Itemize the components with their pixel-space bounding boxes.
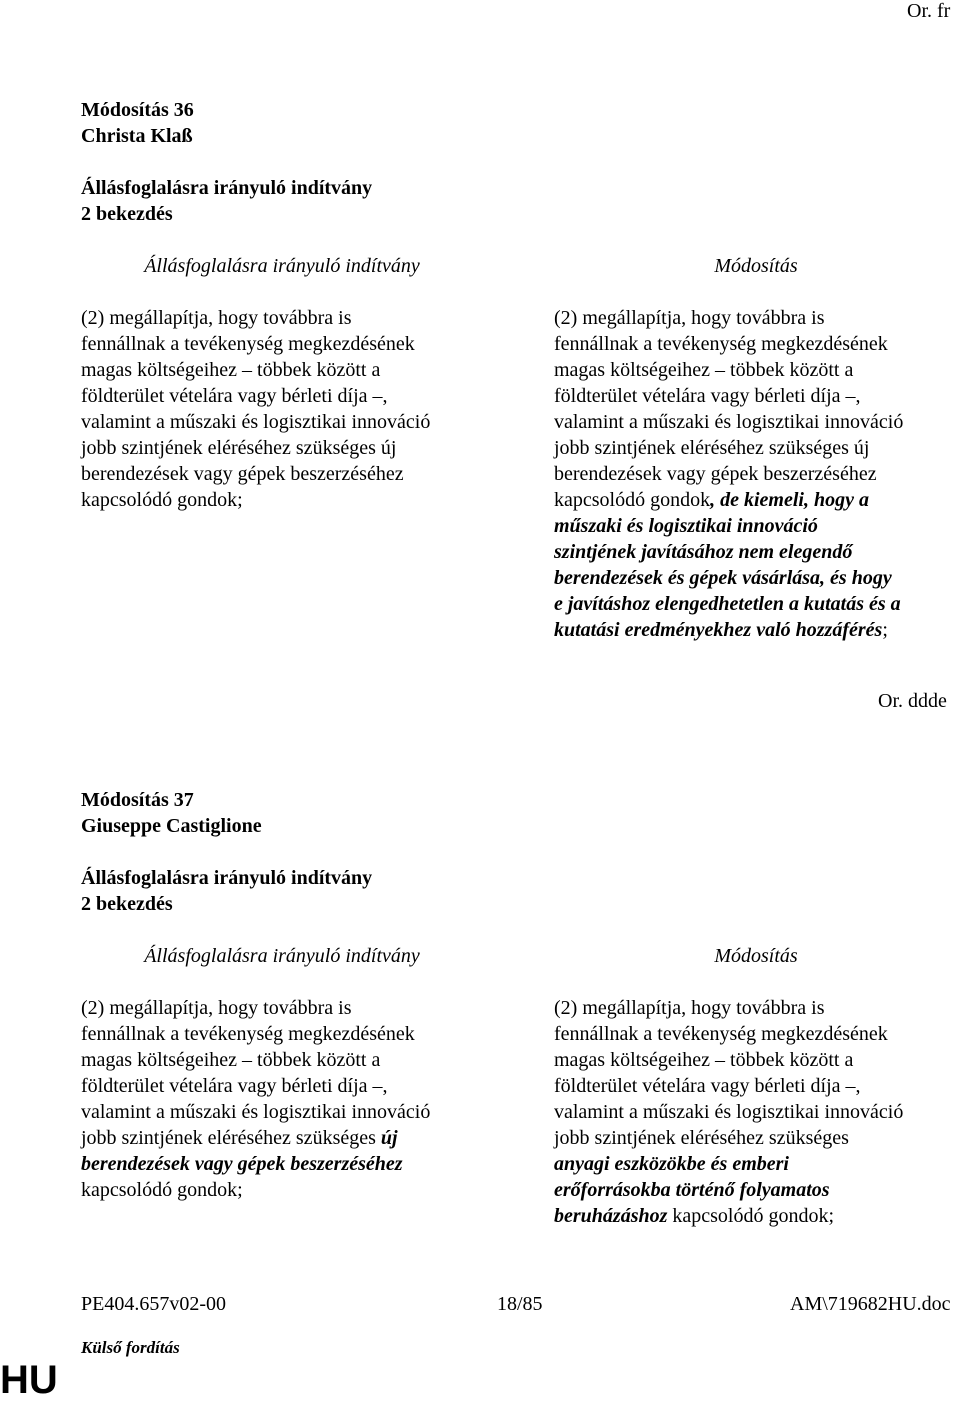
inserted-text: műszaki és logisztikai innováció xyxy=(554,515,818,537)
text-line: fennállnak a tevékenység megkezdésének xyxy=(81,1023,415,1045)
text-line: valamint a műszaki és logisztikai innováció xyxy=(81,1101,431,1123)
text-line: berendezések vagy gépek beszerzéséhez xyxy=(81,463,404,485)
text-line: magas költségeihez – többek között a xyxy=(554,359,854,381)
inserted-text: berendezések és gépek vásárlása, és hogy xyxy=(554,567,892,589)
amendment-author: Christa Klaß xyxy=(81,125,193,147)
text-line-mixed xyxy=(81,1125,501,1151)
text-line: kapcsolódó gondok; xyxy=(81,1179,243,1201)
plain-text: kapcsolódó gondok; xyxy=(667,1205,835,1227)
inserted-text: anyagi eszközökbe és emberi xyxy=(554,1153,789,1175)
text-line: fennállnak a tevékenység megkezdésének xyxy=(554,1023,888,1045)
inserted-text: erőforrásokba történő folyamatos xyxy=(554,1179,830,1201)
text-line: magas költségeihez – többek között a xyxy=(81,1049,381,1071)
text-line: jobb szintjének eléréséhez szükséges új xyxy=(81,437,397,459)
text-line: fennállnak a tevékenység megkezdésének xyxy=(81,333,415,355)
original-text xyxy=(81,995,501,1203)
inserted-text: szintjének javításához nem elegendő xyxy=(554,541,853,563)
original-language-tag: Or. fr xyxy=(907,0,951,22)
text-line: fennállnak a tevékenység megkezdésének xyxy=(554,333,888,355)
plain-text: ; xyxy=(882,619,888,641)
inserted-text: e javításhoz elengedhetetlen a kutatás és a xyxy=(554,593,901,615)
page-number: 18/85 xyxy=(497,1293,543,1315)
translation-note: Külső fordítás xyxy=(81,1338,180,1357)
text-line: jobb szintjének eléréséhez szükséges xyxy=(554,1127,849,1149)
plain-text: kapcsolódó gondok xyxy=(554,489,711,511)
inserted-text: beruházáshoz xyxy=(554,1205,668,1227)
left-column-heading: Állásfoglalásra irányuló indítvány xyxy=(144,945,420,967)
text-line: kapcsolódó gondok; xyxy=(81,489,243,511)
language-code: HU xyxy=(0,1358,58,1402)
document-reference: PE404.657v02-00 xyxy=(81,1293,226,1315)
original-text xyxy=(81,305,501,513)
text-line: valamint a műszaki és logisztikai innováció xyxy=(81,411,431,433)
text-line: földterület vételára vagy bérleti díja –, xyxy=(554,385,861,407)
text-line: földterület vételára vagy bérleti díja –, xyxy=(554,1075,861,1097)
text-line: magas költségeihez – többek között a xyxy=(81,359,381,381)
file-name: AM\719682HU.doc xyxy=(790,1293,951,1315)
paragraph-ref: 2 bekezdés xyxy=(81,203,173,225)
right-column-heading: Módosítás xyxy=(714,945,798,967)
text-line: (2) megállapítja, hogy továbbra is xyxy=(81,307,352,329)
text-line: valamint a műszaki és logisztikai innováció xyxy=(554,1101,904,1123)
amendment-author: Giuseppe Castiglione xyxy=(81,815,262,837)
deleted-text: új xyxy=(380,1127,398,1149)
inserted-text: , de kiemeli, hogy a xyxy=(710,489,869,511)
document-type: Állásfoglalásra irányuló indítvány xyxy=(81,177,373,199)
text-line: (2) megállapítja, hogy továbbra is xyxy=(81,997,352,1019)
text-line: (2) megállapítja, hogy továbbra is xyxy=(554,997,825,1019)
text-line-mixed xyxy=(554,487,960,513)
paragraph-ref: 2 bekezdés xyxy=(81,893,173,915)
right-column-heading: Módosítás xyxy=(714,255,798,277)
text-line-mixed xyxy=(554,1203,960,1229)
document-type: Állásfoglalásra irányuló indítvány xyxy=(81,867,373,889)
plain-text: jobb szintjének eléréséhez szükséges xyxy=(81,1127,381,1149)
left-column-heading: Állásfoglalásra irányuló indítvány xyxy=(144,255,420,277)
amended-text xyxy=(554,305,960,643)
text-line: magas költségeihez – többek között a xyxy=(554,1049,854,1071)
amended-text xyxy=(554,995,960,1229)
inserted-text: kutatási eredményekhez való hozzáférés xyxy=(554,619,883,641)
text-line: földterület vételára vagy bérleti díja –, xyxy=(81,1075,388,1097)
text-line-mixed xyxy=(554,617,960,643)
text-line: földterület vételára vagy bérleti díja –, xyxy=(81,385,388,407)
text-line: jobb szintjének eléréséhez szükséges új xyxy=(554,437,870,459)
text-line: (2) megállapítja, hogy továbbra is xyxy=(554,307,825,329)
text-line: valamint a műszaki és logisztikai innováció xyxy=(554,411,904,433)
amendment-number: Módosítás 37 xyxy=(81,789,194,811)
text-line: berendezések vagy gépek beszerzéséhez xyxy=(554,463,877,485)
amendment-number: Módosítás 36 xyxy=(81,99,194,121)
original-language-tag: Or. ddde xyxy=(878,690,947,712)
deleted-text: berendezések vagy gépek beszerzéséhez xyxy=(81,1153,403,1175)
